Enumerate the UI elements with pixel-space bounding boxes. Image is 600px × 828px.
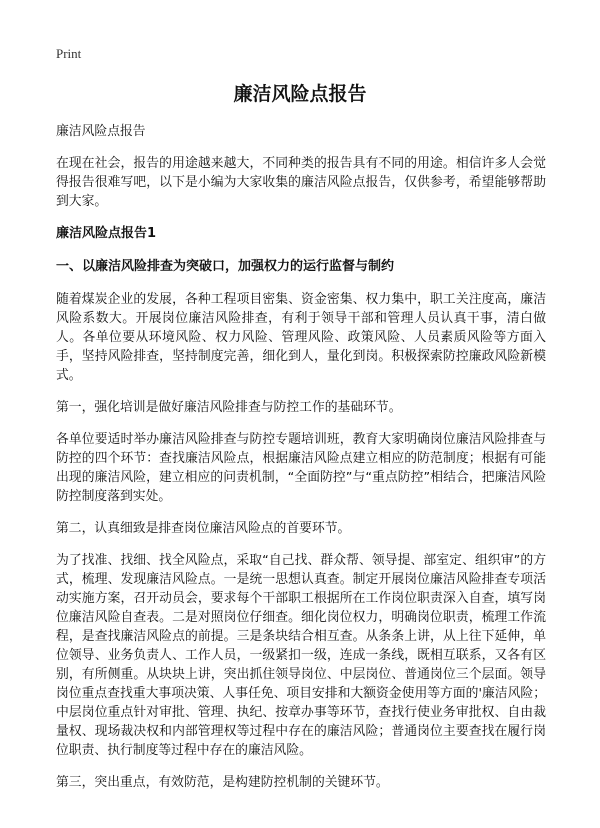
body-paragraph: 各单位要适时举办廉洁风险排查与防控专题培训班，教育大家明确岗位廉洁风险排查与防控的四个环节：查找廉洁风险点，根据廉洁风险点建立相应的防范制度；根据有可能出现的廉洁风险，建立相应的问责机制，“全面防控”与“重点防控”相结合，把廉洁风险防控制度落到实处。 [56,432,546,504]
document-body [56,122,546,805]
body-paragraph: 第二，认真细致是排查岗位廉洁风险点的首要环节。 [56,521,351,536]
body-paragraph: 随着煤炭企业的发展，各种工程项目密集、资金密集、权力集中，职工关注度高，廉洁风险系数大。开展岗位廉洁风险排查，有利于领导干部和管理人员认真干事，清白做人。各单位要从环境风险、权力风险、管理风险、政策风险、人员素质风险等方面入手，坚持风险排查，坚持制度完善，细化到人，量化到岗。积极探索防控廉政风险新模式。 [56,292,546,383]
subsection-heading: 一、以廉洁风险排查为突破口，加强权力的运行监督与制约 [56,259,395,274]
document-title: 廉洁风险点报告 [233,83,367,105]
body-paragraph: 为了找准、找细、找全风险点，采取“自己找、群众帮、领导提、部室定、组织审”的方式，梳理、发现廉洁风险点。一是统一思想认真查。制定开展岗位廉洁风险排查专项活动实施方案，召开动员会，要求每个干部职工根据所在工作岗位职责深入自查，填写岗位廉洁风险自查表。二是对照岗位仔细查。细化岗位权力，明确岗位职责，梳理工作流程，是查找廉洁风险点的前提。三是条块结合相互查。从条条上讲，从上往下延伸，单位领导、业务负责人、工作人员，一级紧扣一级，连成一条线，既相互联系，又各有区别，有所侧重。从块块上讲，突出抓住领导岗位、中层岗位、普通岗位三个层面。领导岗位重点查找重大事项决策、人事任免、项目安排和大额资金使用等方面的'廉洁风险；中层岗位重点针对审批、管理、执纪、按章办事等环节，查找行使业务审批权、自由裁量权、现场裁决权和内部管理权等过程中存在的廉洁风险；普通岗位主要查找在履行岗位职责、执行制度等过程中存在的廉洁风险。 [56,553,546,758]
print-label: Print [56,46,82,61]
intro-label: 廉洁风险点报告 [56,124,146,139]
body-paragraph: 第一，强化培训是做好廉洁风险排查与防控工作的基础环节。 [56,400,402,415]
body-paragraph: 第三，突出重点，有效防范，是构建防控机制的关键环节。 [56,775,389,790]
intro-paragraph: 在现在社会，报告的用途越来越大，不同种类的报告具有不同的用途。相信许多人会觉得报告很难写吧，以下是小编为大家收集的廉洁风险点报告，仅供参考，希望能够帮助到大家。 [56,156,546,209]
section-heading: 廉洁风险点报告1 [56,226,157,241]
